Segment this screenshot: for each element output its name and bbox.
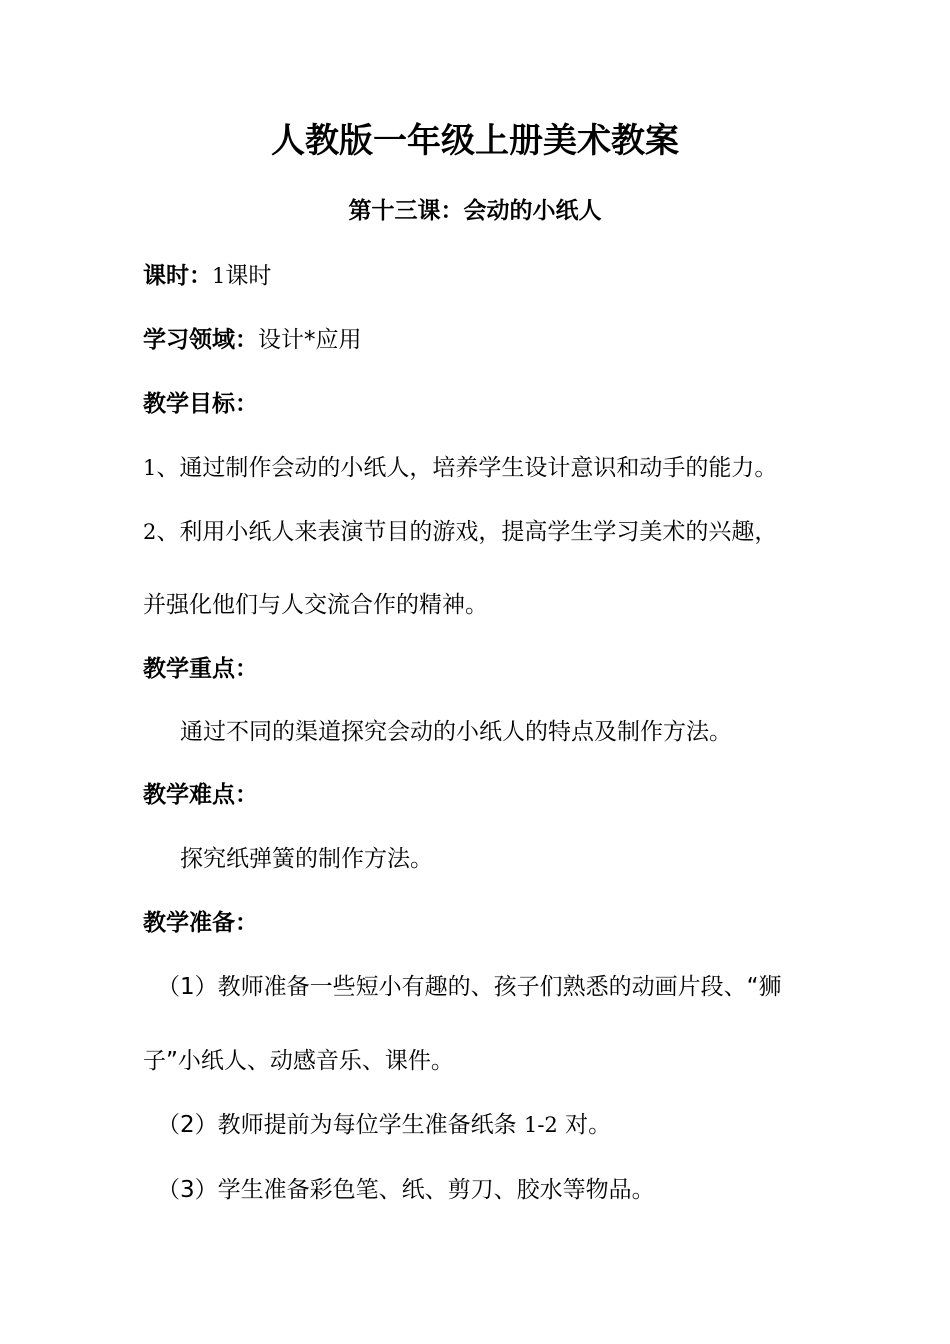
preparation-range: 1-2	[523, 1113, 558, 1137]
preparation-item-1	[157, 972, 782, 1002]
preparation-item-1-continuation: 子”小纸人、动感音乐、课件。	[143, 1048, 454, 1074]
goals-heading: 教学目标：	[143, 391, 258, 417]
goal-text: 、通过制作会动的小纸人，培养学生设计意识和动手的能力。	[156, 455, 778, 481]
preparation-heading: 教学准备：	[143, 910, 258, 936]
preparation-text: 教师准备一些短小有趣的、孩子们熟悉的动画片段、“狮	[217, 974, 782, 1000]
preparation-text-end: 对。	[557, 1112, 612, 1138]
domain-value: 设计*应用	[258, 327, 362, 353]
goal-item-1	[143, 453, 777, 483]
goal-item-2-continuation: 并强化他们与人交流合作的精神。	[143, 592, 488, 618]
period-line	[143, 261, 271, 291]
preparation-number: （1）	[157, 974, 218, 1000]
preparation-number: （3）	[157, 1177, 218, 1203]
difficulties-heading: 教学难点：	[143, 782, 258, 808]
document-title: 人教版一年级上册美术教案	[271, 121, 679, 161]
goal-text: 、利用小纸人来表演节目的游戏，提高学生学习美术的兴趣，	[156, 519, 778, 545]
period-label: 课时：	[143, 263, 212, 289]
key-points-heading: 教学重点：	[143, 656, 258, 682]
domain-line	[143, 325, 362, 355]
goal-number: 1	[143, 456, 157, 480]
preparation-text: 教师提前为每位学生准备纸条	[217, 1112, 524, 1138]
preparation-text: 学生准备彩色笔、纸、剪刀、胶水等物品。	[217, 1177, 655, 1203]
preparation-item-3	[157, 1175, 655, 1205]
goal-number: 2	[143, 520, 157, 544]
preparation-number: （2）	[157, 1112, 218, 1138]
lesson-subtitle: 第十三课：会动的小纸人	[348, 198, 602, 224]
period-number: 1	[212, 264, 226, 288]
period-value: 课时	[225, 263, 272, 289]
goal-item-2	[143, 517, 777, 547]
domain-label: 学习领域：	[143, 327, 258, 353]
difficulties-text: 探究纸弹簧的制作方法。	[180, 846, 433, 872]
key-points-text: 通过不同的渠道探究会动的小纸人的特点及制作方法。	[180, 719, 732, 745]
preparation-item-2	[157, 1110, 611, 1140]
